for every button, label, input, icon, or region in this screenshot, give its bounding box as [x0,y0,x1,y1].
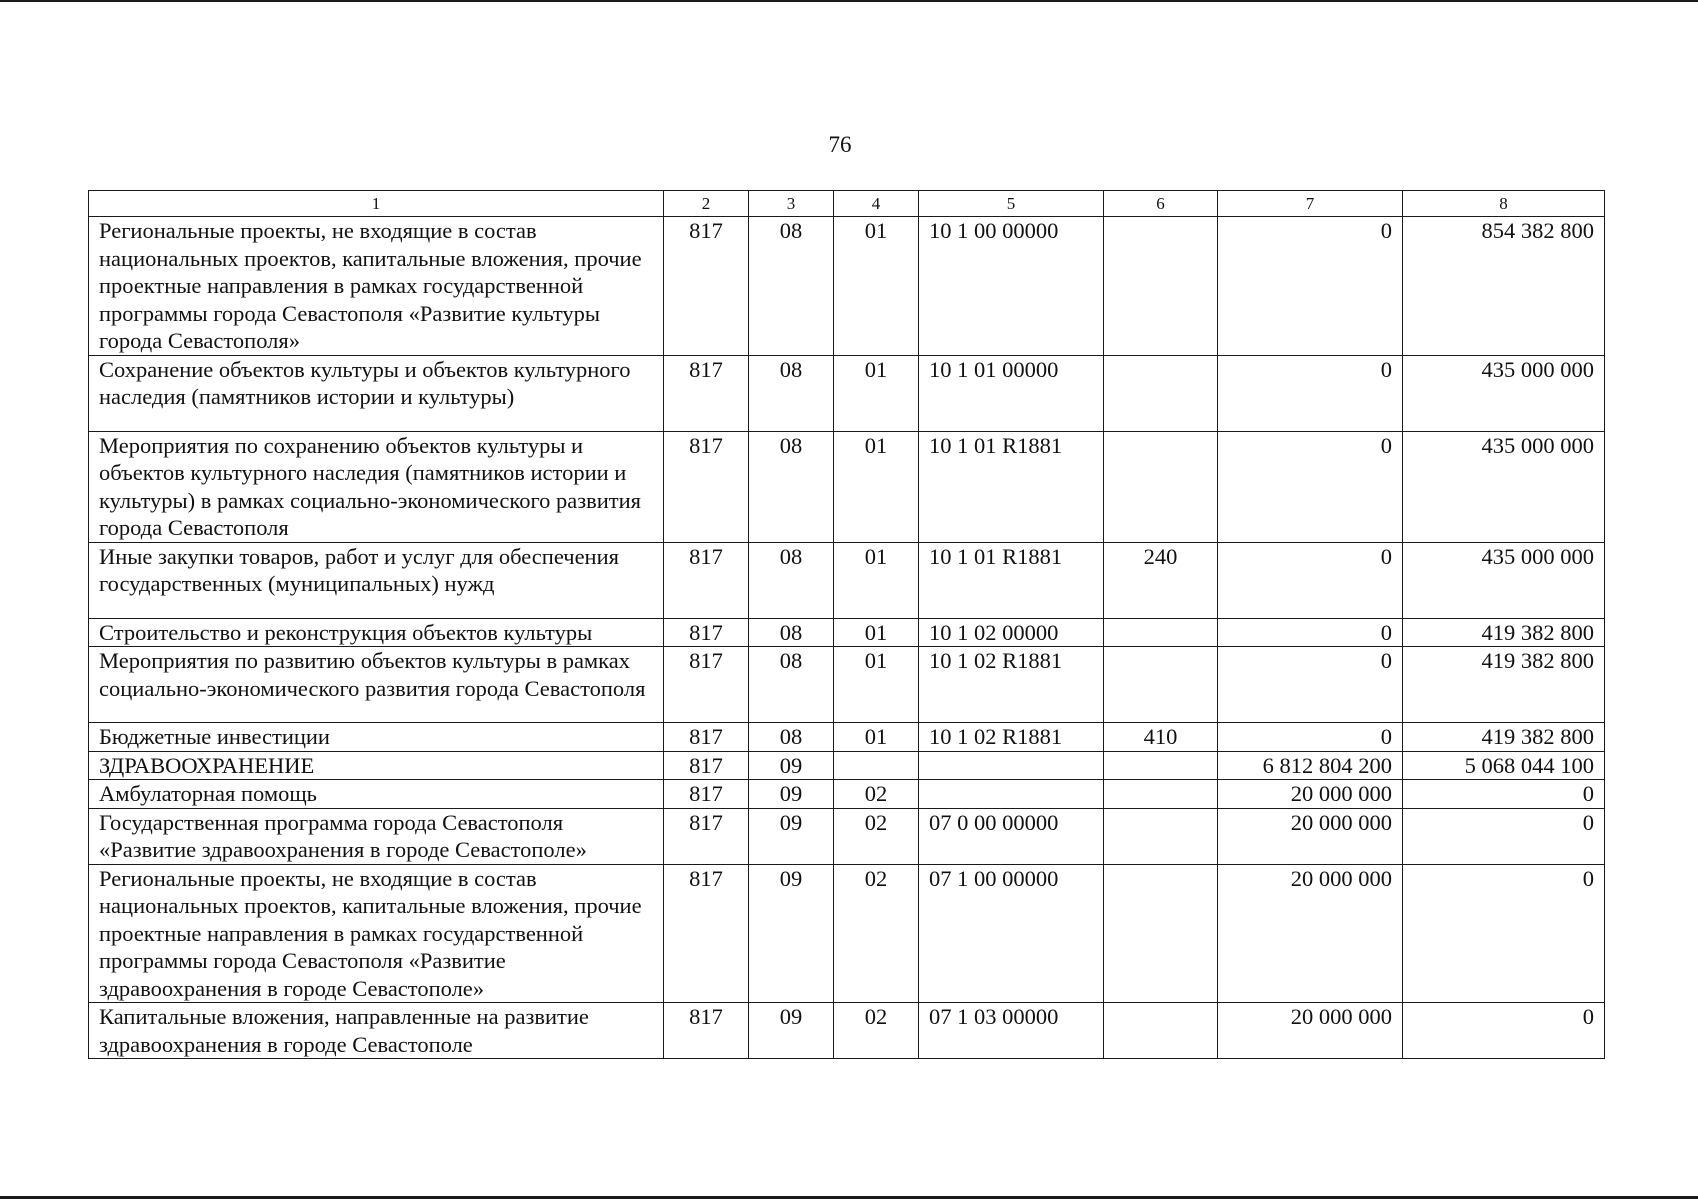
table-cell-col3: 08 [749,355,834,431]
table-cell-col5: 07 1 03 00000 [919,1003,1104,1059]
table-cell-col4: 02 [834,864,919,1003]
column-header-5: 5 [919,191,1104,217]
table-cell-col3: 09 [749,780,834,809]
table-cell-col7: 20 000 000 [1218,808,1403,864]
table-cell-col5: 10 1 02 R1881 [919,723,1104,752]
table-cell-col7: 0 [1218,647,1403,723]
table-cell-col4: 01 [834,618,919,647]
table-cell-col5: 10 1 02 00000 [919,618,1104,647]
table-cell-col8: 0 [1403,780,1605,809]
table-cell-col8: 419 382 800 [1403,618,1605,647]
table-cell-col8: 854 382 800 [1403,217,1605,356]
table-cell-col8: 0 [1403,864,1605,1003]
table-cell-col6 [1104,808,1218,864]
page-number: 76 [828,132,852,157]
table-cell-col5: 10 1 01 R1881 [919,542,1104,618]
table-cell-col2: 817 [664,355,749,431]
table-cell-col2: 817 [664,1003,749,1059]
table-cell-col1: Бюджетные инвестиции [89,723,664,752]
column-header-1: 1 [89,191,664,217]
table-cell-col4: 01 [834,217,919,356]
table-row [89,647,1605,723]
table-cell-col5: 10 1 01 00000 [919,355,1104,431]
table-cell-col7: 20 000 000 [1218,780,1403,809]
column-header-4: 4 [834,191,919,217]
table-cell-col8: 435 000 000 [1403,355,1605,431]
table-cell-col4: 01 [834,647,919,723]
table-cell-col2: 817 [664,647,749,723]
table-row [89,355,1605,431]
table-cell-col8: 5 068 044 100 [1403,751,1605,780]
table-cell-col5: 10 1 01 R1881 [919,431,1104,542]
table-cell-col6: 240 [1104,542,1218,618]
budget-table [88,190,1605,1059]
column-header-3: 3 [749,191,834,217]
table-cell-col7: 0 [1218,431,1403,542]
table-cell-col7: 20 000 000 [1218,864,1403,1003]
table-cell-col5: 07 1 00 00000 [919,864,1104,1003]
table-cell-col4 [834,751,919,780]
table-cell-col8: 435 000 000 [1403,431,1605,542]
table-cell-col7: 0 [1218,217,1403,356]
table-cell-col7: 0 [1218,542,1403,618]
table-cell-col7: 0 [1218,355,1403,431]
table-cell-col6 [1104,355,1218,431]
table-cell-col3: 09 [749,864,834,1003]
table-row [89,780,1605,809]
table-cell-col6 [1104,1003,1218,1059]
table-cell-col4: 02 [834,780,919,809]
table-cell-col6 [1104,217,1218,356]
table-cell-col5: 10 1 00 00000 [919,217,1104,356]
table-cell-col6 [1104,751,1218,780]
table-cell-col3: 08 [749,542,834,618]
table-cell-col3: 08 [749,431,834,542]
table-row [89,217,1605,356]
table-cell-col8: 0 [1403,808,1605,864]
table-cell-col1: Мероприятия по развитию объектов культуры в рамках социально-экономического развития города Севастополя [89,647,664,723]
table-cell-col2: 817 [664,780,749,809]
table-cell-col7: 0 [1218,618,1403,647]
table-row [89,751,1605,780]
column-header-8: 8 [1403,191,1605,217]
table-cell-col2: 817 [664,751,749,780]
table-cell-col4: 01 [834,542,919,618]
table-cell-col3: 08 [749,723,834,752]
table-cell-col5: 07 0 00 00000 [919,808,1104,864]
table-cell-col3: 08 [749,618,834,647]
table-cell-col4: 01 [834,431,919,542]
table-cell-col8: 419 382 800 [1403,647,1605,723]
table-cell-col1: Мероприятия по сохранению объектов культуры и объектов культурного наследия (памятников истории и культуры) в рамках социально-экономического развития города Севастополя [89,431,664,542]
table-cell-col4: 02 [834,1003,919,1059]
table-cell-col6 [1104,431,1218,542]
table-cell-col8: 419 382 800 [1403,723,1605,752]
table-row [89,431,1605,542]
table-cell-col1: Иные закупки товаров, работ и услуг для обеспечения государственных (муниципальных) нужд [89,542,664,618]
table-cell-col3: 09 [749,751,834,780]
table-cell-col4: 02 [834,808,919,864]
table-cell-col3: 09 [749,1003,834,1059]
table-cell-col5 [919,751,1104,780]
table-cell-col2: 817 [664,217,749,356]
table-cell-col8: 435 000 000 [1403,542,1605,618]
table-cell-col7: 0 [1218,723,1403,752]
table-cell-col3: 09 [749,808,834,864]
column-header-7: 7 [1218,191,1403,217]
column-header-6: 6 [1104,191,1218,217]
table-row [89,1003,1605,1059]
table-cell-col7: 20 000 000 [1218,1003,1403,1059]
table-cell-col1: Региональные проекты, не входящие в состав национальных проектов, капитальные вложения, прочие проектные направления в рамках государственной программы города Севастополя «Развитие культуры города Севастополя» [89,217,664,356]
table-cell-col1: ЗДРАВООХРАНЕНИЕ [89,751,664,780]
table-header-row [89,191,1605,217]
table-cell-col1: Сохранение объектов культуры и объектов культурного наследия (памятников истории и культуры) [89,355,664,431]
table-body [89,217,1605,1059]
table-cell-col5: 10 1 02 R1881 [919,647,1104,723]
table-cell-col8: 0 [1403,1003,1605,1059]
table-cell-col2: 817 [664,808,749,864]
table-cell-col6 [1104,618,1218,647]
table-cell-col5 [919,780,1104,809]
page-bottom-edge [0,1196,1698,1199]
table-cell-col4: 01 [834,723,919,752]
table-cell-col6 [1104,780,1218,809]
table-row [89,542,1605,618]
table-cell-col6 [1104,864,1218,1003]
table-cell-col7: 6 812 804 200 [1218,751,1403,780]
table-cell-col2: 817 [664,864,749,1003]
table-row [89,618,1605,647]
page-top-edge [0,0,1698,2]
table-cell-col2: 817 [664,542,749,618]
table-cell-col2: 817 [664,431,749,542]
table-cell-col1: Региональные проекты, не входящие в состав национальных проектов, капитальные вложения, прочие проектные направления в рамках государственной программы города Севастополя «Развитие здравоохранения в городе Севастополе» [89,864,664,1003]
table-cell-col1: Амбулаторная помощь [89,780,664,809]
table-cell-col1: Строительство и реконструкция объектов культуры [89,618,664,647]
table-cell-col6 [1104,647,1218,723]
table-cell-col2: 817 [664,723,749,752]
table-row [89,808,1605,864]
table-cell-col6: 410 [1104,723,1218,752]
table-cell-col2: 817 [664,618,749,647]
table-cell-col1: Государственная программа города Севастополя «Развитие здравоохранения в городе Севастополе» [89,808,664,864]
table-cell-col3: 08 [749,217,834,356]
table-row [89,864,1605,1003]
table-cell-col3: 08 [749,647,834,723]
table-cell-col4: 01 [834,355,919,431]
table-cell-col1: Капитальные вложения, направленные на развитие здравоохранения в городе Севастополе [89,1003,664,1059]
column-header-2: 2 [664,191,749,217]
table-row [89,723,1605,752]
